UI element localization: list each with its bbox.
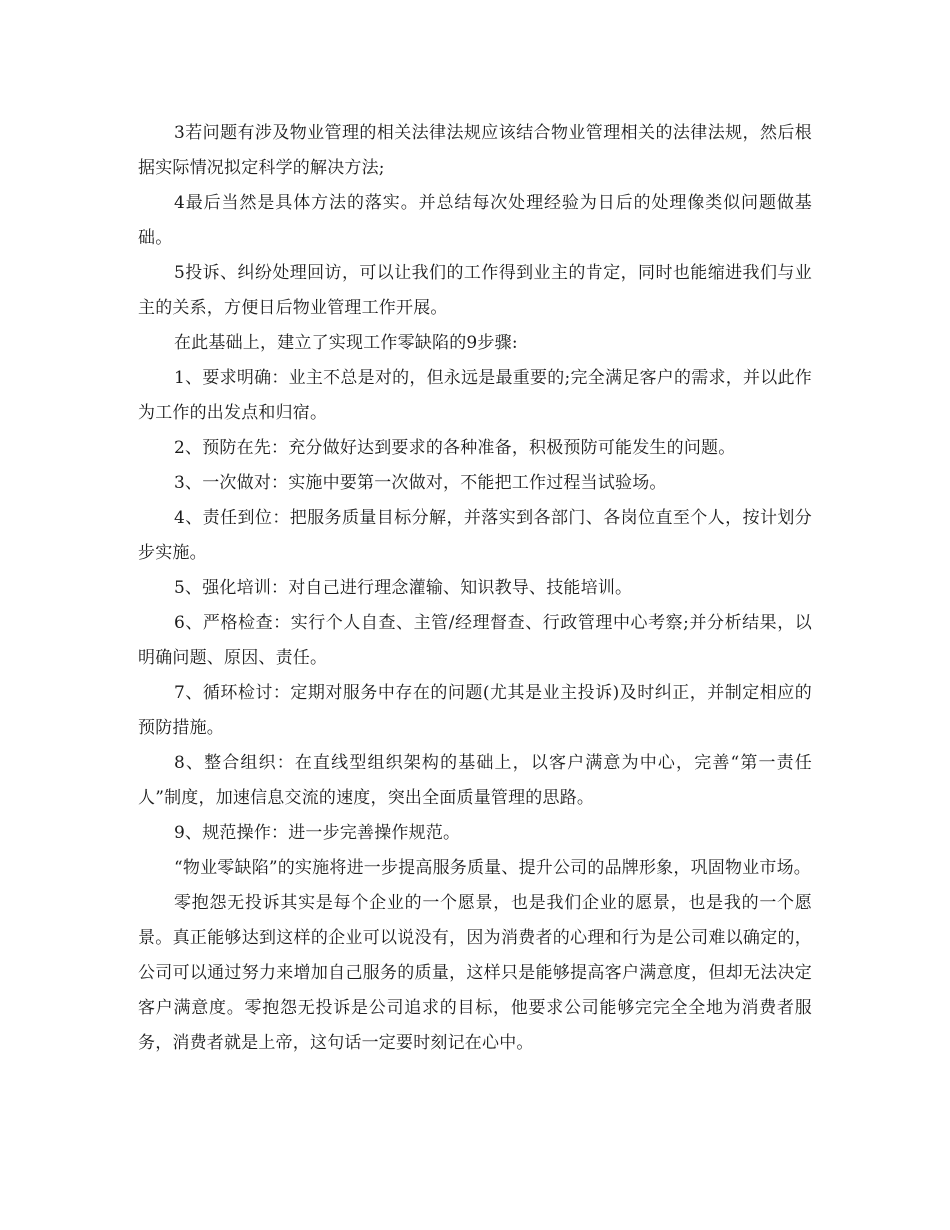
list-item-8: 8、整合组织：在直线型组织架构的基础上，以客户满意为中心，完善“第一责任人”制度，加速信息交流的速度，突出全面质量管理的思路。	[138, 753, 812, 808]
paragraph-3: 5投诉、纠纷处理回访，可以让我们的工作得到业主的肯定，同时也能缩进我们与业主的关系，方便日后物业管理工作开展。	[138, 263, 812, 318]
list-item-6: 6、严格检查：实行个人自查、主管/经理督查、行政管理中心考察;并分析结果，以明确问题、原因、责任。	[138, 613, 812, 668]
paragraph-2: 4最后当然是具体方法的落实。并总结每次处理经验为日后的处理像类似问题做基础。	[138, 193, 812, 248]
paragraph-6: 零抱怨无投诉其实是每个企业的一个愿景，也是我们企业的愿景，也是我的一个愿景。真正能够达到这样的企业可以说没有，因为消费者的心理和行为是公司难以确定的，公司可以通过努力来增加自己服务的质量，这样只是能够提高客户满意度，但却无法决定客户满意度。零抱怨无投诉是公司追求的目标，他要求公司能够完完全全地为消费者服务，消费者就是上帝，这句话一定要时刻记在心中。	[138, 893, 812, 1053]
document-body	[138, 116, 812, 1061]
list-item-4: 4、责任到位：把服务质量目标分解，并落实到各部门、各岗位直至个人，按计划分步实施。	[138, 508, 812, 563]
paragraph-5: “物业零缺陷”的实施将进一步提高服务质量、提升公司的品牌形象，巩固物业市场。	[174, 858, 811, 878]
list-item-9: 9、规范操作：进一步完善操作规范。	[174, 823, 461, 843]
paragraph-1: 3若问题有涉及物业管理的相关法律法规应该结合物业管理相关的法律法规，然后根据实际情况拟定科学的解决方法;	[138, 123, 812, 178]
list-item-7: 7、循环检讨：定期对服务中存在的问题(尤其是业主投诉)及时纠正，并制定相应的预防措施。	[138, 683, 812, 738]
list-item-2: 2、预防在先：充分做好达到要求的各种准备，积极预防可能发生的问题。	[174, 438, 736, 458]
list-item-3: 3、一次做对：实施中要第一次做对，不能把工作过程当试验场。	[174, 473, 667, 493]
paragraph-4: 在此基础上，建立了实现工作零缺陷的9步骤:	[174, 333, 518, 353]
list-item-1: 1、要求明确：业主不总是对的，但永远是最重要的;完全满足客户的需求，并以此作为工作的出发点和归宿。	[138, 368, 812, 423]
list-item-5: 5、强化培训：对自己进行理念灌输、知识教导、技能培训。	[174, 578, 633, 598]
